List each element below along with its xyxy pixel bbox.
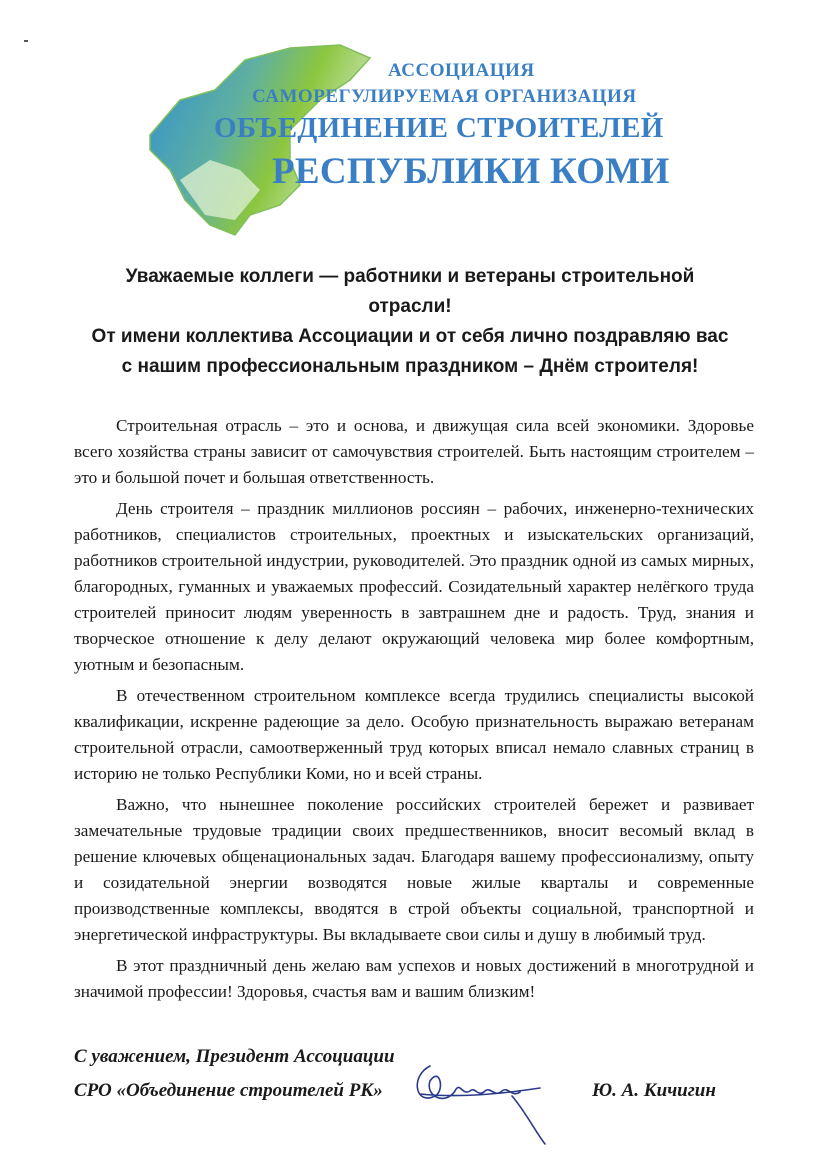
letterhead-line-union: ОБЪЕДИНЕНИЕ СТРОИТЕЛЕЙ: [214, 112, 664, 144]
paragraph: Важно, что нынешнее поколение российских строителей бережет и развивает замечательные трудовые традиции своих предшественников, вносит весомый вклад в решение ключевых общенациональных задач. Благодаря вашему профессионализму, опыту и созидательной энергии возводятся новые жилые кварталы и современные производственные комплексы, вводятся в строй объекты социальной, транспортной и энергетической инфраструктуры. Вы вкладываете свои силы и душу в любимый труд.: [74, 795, 754, 944]
greeting-line: с нашим профессиональным праздником – Днём строителя!: [121, 356, 699, 377]
paragraph: Строительная отрасль – это и основа, и движущая сила всей экономики. Здоровье всего хозяйства страны зависит от самочувствия строителей. Быть настоящим строителем – это и большой почет и большая ответственность.: [74, 416, 754, 487]
letter-body: [74, 413, 754, 1010]
letterhead: [0, 0, 819, 240]
letterhead-line-republic: РЕСПУБЛИКИ КОМИ: [272, 151, 670, 192]
greeting-line: отрасли!: [368, 296, 452, 317]
handwritten-signature: [400, 1036, 550, 1146]
greeting-line: От имени коллектива Ассоциации и от себя лично поздравляю вас: [91, 326, 729, 347]
organization-line: СРО «Объединение строителей РК»: [74, 1080, 383, 1101]
letterhead-line-sro: САМОРЕГУЛИРУЕМАЯ ОРГАНИЗАЦИЯ: [252, 86, 637, 107]
greeting-line: Уважаемые коллеги — работники и ветераны строительной: [125, 266, 695, 287]
greeting-heading: [60, 262, 760, 382]
paragraph: В отечественном строительном комплексе всегда трудились специалисты высокой квалификации, искренне радеющие за дело. Особую признательность выражаю ветеранам строительной отрасли, самоотверженный труд которых вписал немало славных страниц в историю не только Республики Коми, но и всей страны.: [74, 686, 754, 783]
closing-line: С уважением, Президент Ассоциации: [74, 1046, 395, 1067]
paragraph: В этот праздничный день желаю вам успехов и новых достижений в многотрудной и значимой профессии! Здоровья, счастья вам и вашим близким!: [74, 956, 754, 1001]
letterhead-line-association: АССОЦИАЦИЯ: [388, 60, 535, 81]
paragraph: День строителя – праздник миллионов россиян – рабочих, инженерно-технических работников, специалистов строительных, проектных и изыскательских организаций, работников строительной индустрии, руководителей. Это праздник одной из самых мирных, благородных, гуманных и уважаемых профессий. Созидательный характер нелёгкого труда строителей приносит людям уверенность в завтрашнем дне и радость. Труд, знания и творческое отношение к делу делают окружающий человека мир более комфортным, уютным и безопасным.: [74, 499, 754, 674]
signer-name: Ю. А. Кичигин: [592, 1080, 716, 1101]
